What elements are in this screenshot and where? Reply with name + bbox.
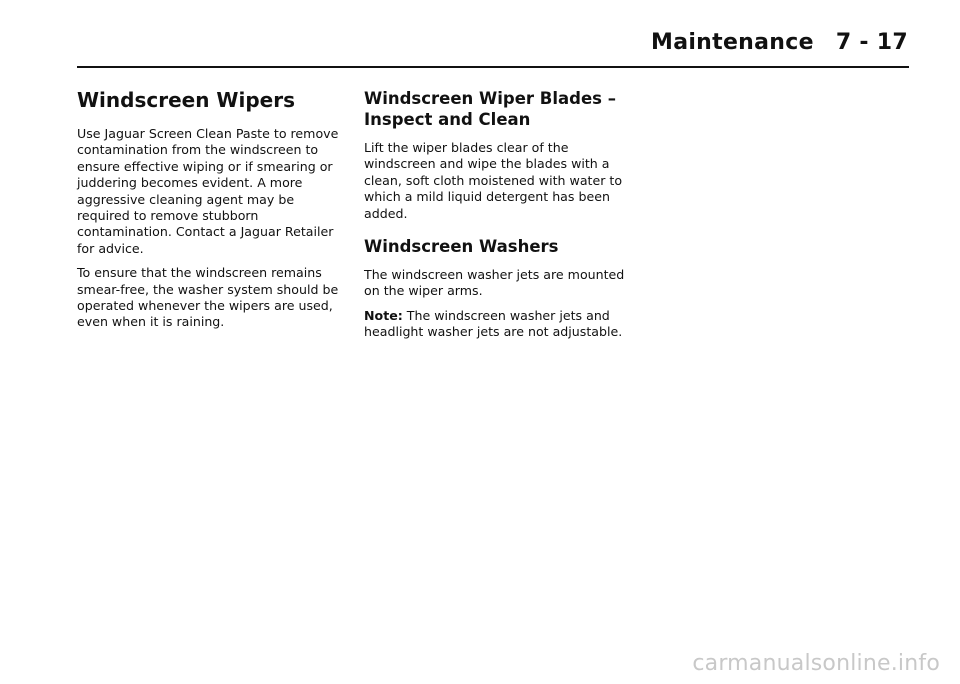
wipers-paragraph-1: Use Jaguar Screen Clean Paste to remove contamination from the windscreen to ensure effective wiping or if smearing or juddering becomes evident. A more aggressive cleaning agent may be required to remove stubborn contamination. Contact a Jaguar Retailer for advice. (77, 126, 339, 256)
wipers-paragraph-2: To ensure that the windscreen remains smear-free, the washer system should be operated whenever the wipers are used, even when it is raining. (77, 265, 339, 330)
middle-column (364, 88, 640, 349)
left-column (77, 88, 349, 339)
note-paragraph (364, 308, 640, 341)
page-number: 7 - 17 (835, 30, 908, 55)
washers-paragraph: The windscreen washer jets are mounted on the wiper arms. (364, 267, 625, 299)
section-title-windscreen-wipers: Windscreen Wipers (77, 88, 295, 112)
wiper-blades-paragraph: Lift the wiper blades clear of the windscreen and wipe the blades with a clean, soft cloth moistened with water to which a mild liquid detergent has been added. (364, 140, 623, 221)
header-divider (77, 66, 909, 68)
watermark-link[interactable]: carmanualsonline.info (692, 651, 940, 676)
section-title-windscreen-washers: Windscreen Washers (364, 237, 559, 257)
section-title-wiper-blades: Windscreen Wiper Blades – Inspect and Clean (364, 89, 616, 129)
page-header (651, 30, 908, 55)
note-label: Note: (364, 307, 403, 323)
note-text: The windscreen washer jets and headlight washer jets are not adjustable. (364, 307, 623, 340)
chapter-title: Maintenance (651, 30, 814, 55)
